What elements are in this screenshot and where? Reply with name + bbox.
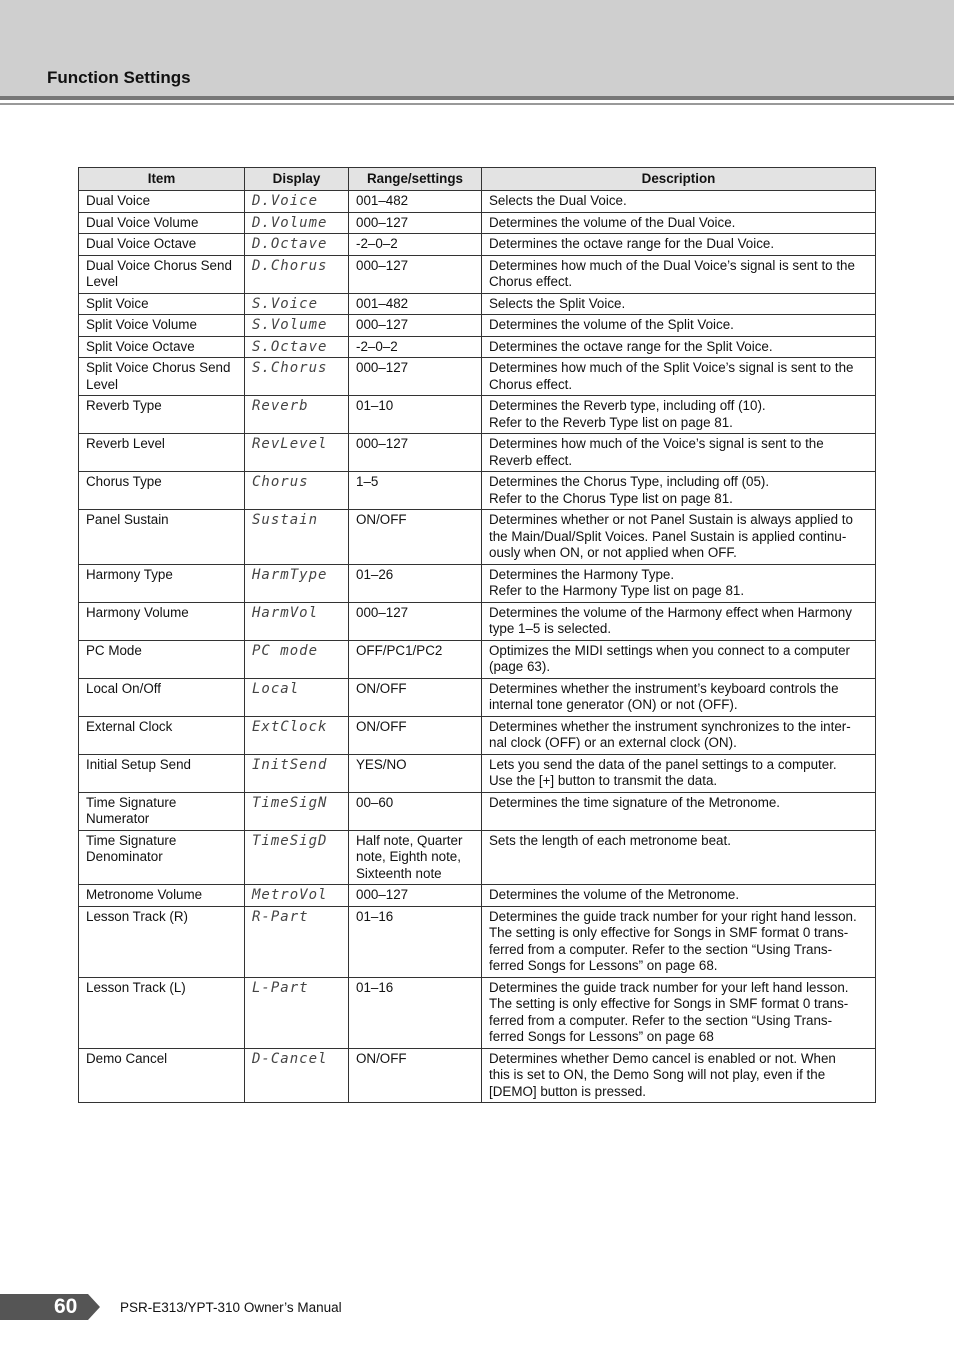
cell-display-text: S.Chorus: [252, 360, 328, 376]
page-number: 60: [54, 1295, 78, 1318]
cell-display: [245, 754, 349, 792]
header-rule: [0, 96, 954, 100]
cell-description: [482, 234, 876, 256]
column-header-range: Range/settings: [349, 168, 482, 191]
cell-item-text: Reverb Type: [86, 398, 162, 413]
table-row: [79, 315, 876, 337]
cell-description: [482, 716, 876, 754]
table-body: [79, 191, 876, 1103]
cell-display: [245, 885, 349, 907]
cell-display: [245, 293, 349, 315]
table-row: [79, 792, 876, 830]
cell-description-text: Determines how much of the Dual Voice’s signal is sent to the Chorus effect.: [489, 257, 855, 289]
cell-description: [482, 977, 876, 1048]
cell-description: [482, 315, 876, 337]
table-row: [79, 640, 876, 678]
cell-description: [482, 1048, 876, 1103]
table-row: [79, 602, 876, 640]
cell-description-text: Determines the guide track number for your right hand lesson. The setting is only effective for Songs in SMF format 0 trans- ferred from a computer. Refer to the section “Using Trans- ferred Songs for Lessons” on page 68.: [489, 908, 857, 973]
cell-range-text: 001–482: [356, 193, 409, 208]
cell-description-text: Determines the Chorus Type, including off (05). Refer to the Chorus Type list on page 81.: [489, 474, 770, 506]
page-number-tab: [0, 1294, 100, 1320]
cell-item: [79, 315, 245, 337]
cell-description-text: Selects the Dual Voice.: [489, 193, 627, 208]
cell-display-text: S.Volume: [252, 317, 328, 333]
cell-item-text: External Clock: [86, 718, 173, 734]
cell-item-text: Metronome Volume: [86, 887, 203, 902]
cell-range: [349, 434, 482, 472]
cell-item: [79, 885, 245, 907]
cell-range: [349, 472, 482, 510]
cell-description: [482, 336, 876, 358]
table-row: [79, 716, 876, 754]
table-row: [79, 336, 876, 358]
cell-display-text: S.Octave: [252, 338, 328, 355]
cell-range: [349, 564, 482, 602]
cell-range-text: -2–0–2: [356, 236, 398, 251]
cell-item: [79, 472, 245, 510]
cell-description: [482, 434, 876, 472]
cell-display: [245, 234, 349, 256]
cell-description-text: Determines whether the instrument’s keyboard controls the internal tone generator (ON) or not (OFF).: [489, 680, 839, 712]
cell-display-text: Local: [252, 680, 300, 697]
cell-range: [349, 716, 482, 754]
cell-description-text: Determines how much of the Split Voice’s signal is sent to the Chorus effect.: [489, 360, 854, 392]
cell-description: [482, 602, 876, 640]
cell-description-text: Determines the volume of the Split Voice.: [489, 317, 734, 332]
cell-range: [349, 678, 482, 716]
cell-display-text: D.Volume: [252, 214, 328, 231]
function-settings-table: [78, 167, 876, 1103]
cell-display-text: Chorus: [252, 474, 309, 490]
cell-description-text: Determines whether or not Panel Sustain is always applied to the Main/Dual/Split Voices. Panel Sustain is applied continu- ously when ON, or not applied when OFF.: [489, 512, 853, 560]
cell-description-text: Determines whether Demo cancel is enabled or not. When this is set to ON, the Demo Song will not play, even if the [DEMO] button is pressed.: [489, 1050, 836, 1099]
table-row: [79, 434, 876, 472]
header-rule-thin: [0, 103, 954, 105]
cell-description: [482, 564, 876, 602]
cell-description-text: Determines the volume of the Metronome.: [489, 887, 740, 902]
cell-description-text: Determines how much of the Voice’s signal is sent to the Reverb effect.: [489, 436, 824, 468]
cell-item-text: Time Signature Numerator: [86, 794, 177, 826]
cell-description-text: Determines the time signature of the Metronome.: [489, 794, 781, 810]
cell-display: [245, 1048, 349, 1103]
cell-item: [79, 754, 245, 792]
cell-item-text: Time Signature Denominator: [86, 832, 177, 864]
cell-range: [349, 510, 482, 565]
section-title: Function Settings: [47, 68, 191, 87]
column-header-description: Description: [482, 168, 876, 191]
cell-range-text: 000–127: [356, 317, 409, 332]
cell-item: [79, 510, 245, 565]
cell-display: [245, 564, 349, 602]
cell-range: [349, 191, 482, 213]
cell-item: [79, 434, 245, 472]
cell-display: [245, 906, 349, 977]
cell-item: [79, 255, 245, 293]
table-row: [79, 358, 876, 396]
cell-range-text: 001–482: [356, 295, 409, 311]
cell-range: [349, 396, 482, 434]
cell-range: [349, 885, 482, 907]
cell-item: [79, 234, 245, 256]
cell-description: [482, 906, 876, 977]
cell-item-text: Split Voice Volume: [86, 317, 197, 332]
cell-item-text: Lesson Track (L): [86, 979, 186, 995]
cell-display-text: TimeSigN: [252, 794, 328, 811]
cell-range-text: ON/OFF: [356, 1050, 407, 1066]
cell-item-text: Split Voice Octave: [86, 338, 195, 354]
cell-display: [245, 472, 349, 510]
cell-description-text: Determines the guide track number for your left hand lesson. The setting is only effective for Songs in SMF format 0 trans- ferred from a computer. Refer to the section “Using Trans- ferred Songs for Lessons” on page 68: [489, 979, 849, 1044]
cell-item: [79, 716, 245, 754]
cell-display-text: D.Chorus: [252, 257, 328, 274]
cell-item-text: Panel Sustain: [86, 512, 169, 527]
cell-range: [349, 830, 482, 885]
cell-display: [245, 792, 349, 830]
cell-description-text: Determines the octave range for the Split Voice.: [489, 338, 773, 354]
cell-description: [482, 396, 876, 434]
cell-item-text: Lesson Track (R): [86, 908, 188, 924]
cell-display-text: RevLevel: [252, 436, 328, 452]
cell-range: [349, 602, 482, 640]
cell-range: [349, 754, 482, 792]
cell-item: [79, 792, 245, 830]
cell-description: [482, 678, 876, 716]
table-row: [79, 510, 876, 565]
cell-item-text: Dual Voice Octave: [86, 236, 197, 251]
cell-item-text: Split Voice Chorus Send Level: [86, 360, 231, 392]
cell-display-text: ExtClock: [252, 718, 328, 735]
cell-display: [245, 434, 349, 472]
cell-range: [349, 212, 482, 234]
cell-item: [79, 212, 245, 234]
cell-display-text: HarmVol: [252, 604, 319, 621]
cell-description: [482, 191, 876, 213]
cell-display: [245, 716, 349, 754]
cell-description-text: Determines the volume of the Harmony effect when Harmony type 1–5 is selected.: [489, 604, 852, 636]
cell-display: [245, 396, 349, 434]
cell-item: [79, 336, 245, 358]
cell-display: [245, 191, 349, 213]
cell-item-text: Initial Setup Send: [86, 756, 191, 772]
cell-range-text: 00–60: [356, 794, 394, 810]
cell-item: [79, 678, 245, 716]
cell-item-text: Harmony Type: [86, 566, 173, 582]
cell-range-text: 000–127: [356, 214, 409, 230]
cell-description-text: Sets the length of each metronome beat.: [489, 832, 731, 848]
cell-range-text: Half note, Quarter note, Eighth note, Sixteenth note: [356, 832, 463, 881]
cell-display-text: Reverb: [252, 398, 309, 414]
cell-range-text: OFF/PC1/PC2: [356, 642, 443, 658]
table-row: [79, 472, 876, 510]
table-row: [79, 885, 876, 907]
cell-description-text: Determines the octave range for the Dual Voice.: [489, 236, 775, 251]
cell-range-text: 1–5: [356, 474, 379, 489]
column-header-display: Display: [245, 168, 349, 191]
cell-description-text: Optimizes the MIDI settings when you connect to a computer (page 63).: [489, 642, 850, 674]
cell-description-text: Selects the Split Voice.: [489, 295, 626, 311]
cell-item: [79, 830, 245, 885]
cell-range-text: ON/OFF: [356, 512, 407, 527]
cell-display-text: R-Part: [252, 908, 309, 925]
cell-description: [482, 885, 876, 907]
table-row: [79, 191, 876, 213]
cell-range: [349, 293, 482, 315]
cell-description-text: Determines the Harmony Type. Refer to the Harmony Type list on page 81.: [489, 566, 745, 598]
cell-display-text: TimeSigD: [252, 832, 328, 849]
cell-item: [79, 977, 245, 1048]
cell-range-text: 01–16: [356, 979, 394, 995]
cell-description: [482, 255, 876, 293]
table-row: [79, 754, 876, 792]
table-row: [79, 678, 876, 716]
cell-range: [349, 336, 482, 358]
cell-range-text: 000–127: [356, 360, 409, 375]
cell-display: [245, 678, 349, 716]
cell-description-text: Lets you send the data of the panel settings to a computer. Use the [+] button to transmit the data.: [489, 756, 837, 788]
cell-item-text: Split Voice: [86, 295, 149, 311]
cell-display: [245, 602, 349, 640]
cell-range: [349, 977, 482, 1048]
cell-display: [245, 315, 349, 337]
cell-display-text: Sustain: [252, 512, 319, 528]
cell-range-text: YES/NO: [356, 756, 407, 772]
cell-description: [482, 358, 876, 396]
cell-item-text: Dual Voice Volume: [86, 214, 199, 230]
cell-item-text: Demo Cancel: [86, 1050, 168, 1066]
cell-item-text: Dual Voice Chorus Send Level: [86, 257, 232, 289]
table-row: [79, 977, 876, 1048]
table-header-row: [79, 168, 876, 191]
cell-display: [245, 977, 349, 1048]
cell-display: [245, 510, 349, 565]
cell-display-text: L-Part: [252, 979, 309, 996]
cell-display: [245, 830, 349, 885]
cell-description: [482, 792, 876, 830]
cell-range-text: ON/OFF: [356, 680, 407, 696]
cell-item: [79, 564, 245, 602]
cell-range-text: 000–127: [356, 436, 409, 451]
cell-range: [349, 358, 482, 396]
cell-display-text: D-Cancel: [252, 1050, 328, 1067]
table-row: [79, 906, 876, 977]
cell-item: [79, 358, 245, 396]
cell-display: [245, 640, 349, 678]
cell-description: [482, 293, 876, 315]
cell-item: [79, 640, 245, 678]
cell-item: [79, 906, 245, 977]
cell-display-text: D.Octave: [252, 236, 328, 252]
cell-range: [349, 255, 482, 293]
cell-range: [349, 906, 482, 977]
table-row: [79, 293, 876, 315]
page-header: [0, 0, 954, 96]
cell-description: [482, 212, 876, 234]
cell-display-text: D.Voice: [252, 193, 319, 209]
cell-range-text: 01–26: [356, 566, 394, 582]
table-row: [79, 255, 876, 293]
cell-item-text: Reverb Level: [86, 436, 165, 451]
cell-item-text: Dual Voice: [86, 193, 151, 208]
cell-range: [349, 792, 482, 830]
cell-display: [245, 255, 349, 293]
cell-range-text: 000–127: [356, 604, 409, 620]
cell-item-text: Chorus Type: [86, 474, 162, 489]
table-row: [79, 234, 876, 256]
cell-item-text: Local On/Off: [86, 680, 161, 696]
cell-item: [79, 293, 245, 315]
table-row: [79, 396, 876, 434]
cell-display-text: HarmType: [252, 566, 328, 583]
cell-range-text: 000–127: [356, 887, 409, 902]
cell-range-text: -2–0–2: [356, 338, 398, 354]
cell-range: [349, 315, 482, 337]
cell-range-text: 01–16: [356, 908, 394, 924]
table-row: [79, 830, 876, 885]
table-row: [79, 212, 876, 234]
cell-description: [482, 510, 876, 565]
cell-range: [349, 234, 482, 256]
cell-item: [79, 396, 245, 434]
cell-item: [79, 191, 245, 213]
cell-item: [79, 1048, 245, 1103]
cell-range-text: ON/OFF: [356, 718, 407, 734]
cell-range-text: 01–10: [356, 398, 394, 413]
cell-range-text: 000–127: [356, 257, 409, 273]
cell-description: [482, 640, 876, 678]
cell-description-text: Determines whether the instrument synchronizes to the inter- nal clock (OFF) or an external clock (ON).: [489, 718, 851, 750]
cell-item-text: PC Mode: [86, 642, 142, 658]
cell-display: [245, 212, 349, 234]
cell-display-text: InitSend: [252, 756, 328, 773]
cell-display: [245, 336, 349, 358]
cell-display-text: PC mode: [252, 642, 319, 659]
cell-range: [349, 640, 482, 678]
cell-range: [349, 1048, 482, 1103]
table-row: [79, 564, 876, 602]
column-header-item: Item: [79, 168, 245, 191]
cell-description: [482, 754, 876, 792]
cell-display: [245, 358, 349, 396]
table-row: [79, 1048, 876, 1103]
cell-description-text: Determines the volume of the Dual Voice.: [489, 214, 736, 230]
cell-item-text: Harmony Volume: [86, 604, 189, 620]
cell-description: [482, 830, 876, 885]
cell-description: [482, 472, 876, 510]
cell-description-text: Determines the Reverb type, including off (10). Refer to the Reverb Type list on page 81.: [489, 398, 766, 430]
cell-item: [79, 602, 245, 640]
manual-title: PSR-E313/YPT-310 Owner’s Manual: [120, 1300, 342, 1315]
cell-display-text: S.Voice: [252, 295, 319, 312]
cell-display-text: MetroVol: [252, 887, 328, 903]
